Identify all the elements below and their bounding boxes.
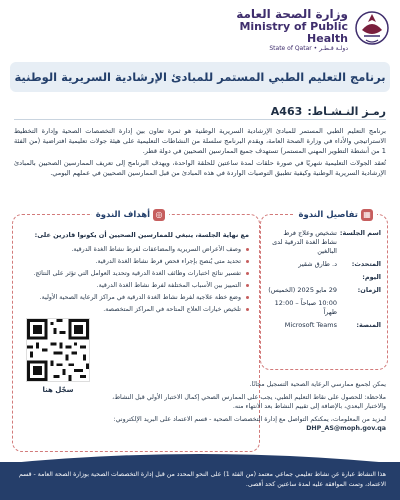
date-value: 29 مايو 2025 (الخميس) — [268, 286, 337, 294]
goals-heading-text: أهداف الندوة — [95, 210, 150, 220]
target-icon: ◎ — [153, 209, 165, 221]
ministry-logo[interactable] — [230, 6, 390, 52]
details-row — [267, 229, 381, 256]
calendar-icon: ▦ — [361, 209, 373, 221]
speaker-value: د. طارق شقير — [298, 260, 337, 268]
contact-info: لمزيد من المعلومات، يمكنكم التواصل مع إدارة التخصصات الصحية - قسم الاعتماد على البريد الإلكتروني: — [113, 416, 386, 423]
goals-intro: مع نهاية الجلسة، ينبغي للممارسين الصحيين أن يكونوا قادرين على: — [34, 231, 249, 239]
free-registration-text: يمكن لجميع ممارسي الرعاية الصحية التسجيل مجانًا. — [249, 381, 386, 388]
intro-paragraph-1: برنامج التعليم الطبي المستمر للمبادئ الإرشادية السريرية الوطنية هو ثمرة تعاون بين إدارة التخصصات الصحية وإدارة التخطيط الاستراتيجي والأداء في وزارة الصحة العامة، ويقدم البرنامج سلسلة من النشاطات التعليمية على هيئة جولات تعليمية افتراضية (من الفئة 1 من أنشطة التطوير المهني المستمر) تستهدف جميع الممارسين الصحيين في دولة قطر. — [14, 127, 386, 155]
header — [0, 0, 400, 58]
contact-email-link[interactable]: DHP_AS@moph.gov.qa — [306, 425, 386, 432]
ministry-name-en: Ministry of Public Health — [239, 20, 348, 45]
details-heading — [294, 206, 377, 224]
time-value: 10:00 صباحاً – 12:00 ظهراً — [274, 299, 337, 316]
state-of-qatar: State of Qatar • دولـة قـطـر — [269, 45, 348, 52]
footer-band — [0, 462, 400, 500]
speaker-label: المتحدث: — [351, 260, 381, 268]
details-row — [267, 273, 381, 282]
activity-code-label: رمـز النـشـاط: — [307, 105, 386, 118]
cme-note-text: ملاحظة: للحصول على نقاط التعليم الطبي، يجب على الممارس الصحي إكمال الاختبار الأولي قبل النشاط، والاختبار البعدي، بالإضافة إلى تقييم النشاط بعد الانتهاء منه. — [112, 394, 386, 410]
time-label: الزمان: — [357, 286, 381, 294]
time-blank-label — [337, 299, 381, 317]
accreditation-text: هذا النشاط عبارة عن نشاط تعليمي جماعي معتمد (من الفئة 1) على النحو المحدد من قبل إدارة التخصصات الصحية بوزارة الصحة العامة - قسم الاعتماد، وتمت الموافقة عليه لمدة ساعتين كحد أقصى. — [18, 471, 386, 488]
session-name-label: اسم الجلسة: — [339, 229, 381, 237]
list-item: وضع خطة علاجية لفرط نشاط الغدة الدرقية في مراكز الرعاية الصحية الأولية. — [23, 293, 249, 302]
bottom-notes — [106, 380, 386, 437]
day-label: اليوم: — [362, 273, 381, 281]
register-here-label: سجّل هنا — [42, 386, 74, 394]
day-value — [267, 273, 337, 282]
program-title-band — [10, 62, 390, 92]
ministry-name-ar: وزارة الصحة العامة — [236, 7, 348, 21]
qr-code-icon[interactable] — [26, 318, 90, 382]
seminar-details-box — [260, 210, 388, 370]
goals-heading — [92, 206, 169, 224]
registration-qr[interactable] — [22, 318, 94, 418]
intro-text — [14, 126, 386, 180]
qatar-emblem-icon — [354, 8, 390, 48]
details-row — [267, 286, 381, 295]
session-name-value: تشخيص وعلاج فرط نشاط الغدة الدرقية لدى البالغين — [272, 229, 337, 255]
list-item: التمييز بين الأسباب المختلفة لفرط نشاط الغدة الدرقية. — [23, 281, 249, 290]
details-heading-text: تفاصيل الندوة — [298, 210, 358, 220]
platform-label: المنصة: — [356, 321, 381, 329]
program-title: برنامج التعليم الطبي المستمر للمبادئ الإرشادية السريرية الوطنية — [14, 70, 386, 84]
list-item: تفسير نتائج اختبارات وظائف الغدة الدرقية وتحديد العوامل التي تؤثر على النتائج. — [23, 269, 249, 278]
list-item: تلخيص خيارات العلاج المتاحة في المراكز المتخصصة. — [23, 305, 249, 314]
goals-list — [23, 245, 249, 317]
list-item: وصف الأعراض السريرية والمضاعفات لفرط نشاط الغدة الدرقية. — [23, 245, 249, 254]
details-row — [267, 321, 381, 330]
details-row — [267, 299, 381, 317]
details-row — [267, 260, 381, 269]
platform-value: Microsoft Teams — [284, 321, 337, 329]
details-table — [267, 229, 381, 334]
activity-code-value: A463 — [270, 105, 303, 118]
intro-paragraph-2: تُعقد الجولات التعليمية شهريًا في صورة حلقات لمدة ساعتين للحلقة الواحدة، ويهدف البرنامج إلى تعريف الممارسين الصحيين بالمبادئ الإرشادية السريرية الوطنية وكيفية تطبيق التوصيات الواردة في هذه المبادئ من قبل الممارسين الصحيين في عملهم اليومي. — [14, 159, 386, 177]
contact-text — [106, 415, 386, 433]
activity-code-row — [14, 100, 386, 120]
list-item: تحديد متى يُنصح بإجراء فحص فرط نشاط الغدة الدرقية. — [23, 257, 249, 266]
footer-wave — [0, 450, 400, 464]
